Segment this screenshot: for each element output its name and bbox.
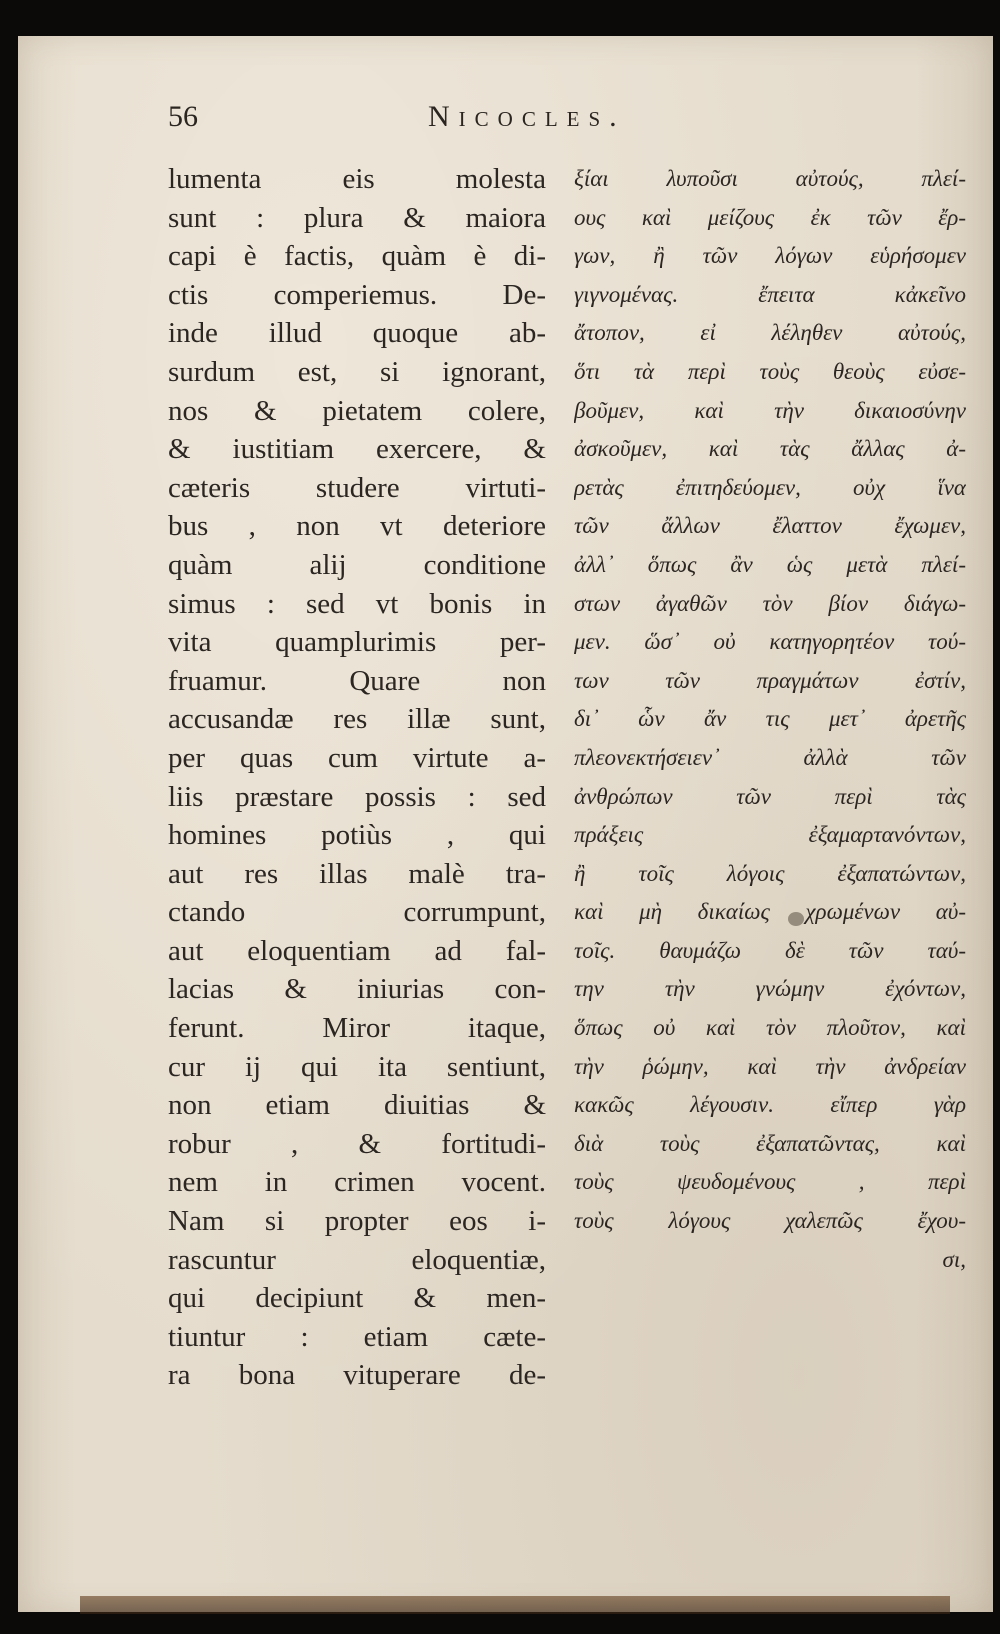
greek-text-line: ἀσκοῦμεν, καὶ τὰς ἄλλας ἀ-	[574, 436, 966, 462]
greek-text-line: των τῶν πραγμάτων ἐστίν,	[574, 667, 966, 693]
latin-text-line: aut res illas malè tra-	[168, 857, 546, 890]
greek-text-line: ἀλλ᾽ ὅπως ἂν ὡς μετὰ πλεί-	[574, 551, 966, 577]
latin-text-line: capi è factis, quàm è di-	[168, 240, 546, 273]
latin-column	[168, 160, 546, 1395]
latin-text-line: surdum est, si ignorant,	[168, 355, 546, 388]
latin-text-line: robur , & fortitudi-	[168, 1127, 546, 1160]
latin-text-line: ferunt. Miror itaque,	[168, 1012, 546, 1045]
latin-text-line: vita quamplurimis per-	[168, 626, 546, 659]
latin-text-line: aut eloquentiam ad fal-	[168, 934, 546, 967]
greek-text-line: ὅπως οὐ καὶ τὸν πλοῦτον, καὶ	[574, 1015, 966, 1041]
greek-text-line: ὅτι τὰ περὶ τοὺς θεοὺς εὐσε-	[574, 358, 966, 384]
latin-text-line: ctando corrumpunt,	[168, 896, 546, 929]
greek-text-line: καὶ μὴ δικαίως χρωμένων αὐ-	[574, 899, 966, 925]
page-header	[168, 100, 948, 144]
greek-text-line: γιγνομένας. ἔπειτα κἀκεῖνο	[574, 281, 966, 307]
latin-text-line: inde illud quoque ab-	[168, 317, 546, 350]
latin-text-line: nem in crimen vocent.	[168, 1166, 546, 1199]
latin-text-line: nos & pietatem colere,	[168, 394, 546, 427]
latin-text-line: & iustitiam exercere, &	[168, 433, 546, 466]
greek-text-line: σι,	[942, 1246, 966, 1272]
greek-text-line: βοῦμεν, καὶ τὴν δικαιοσύνην	[574, 397, 966, 423]
greek-column	[574, 160, 966, 1279]
greek-text-line: διὰ τοὺς ἐξαπατῶντας, καὶ	[574, 1130, 966, 1156]
greek-text-line: τοῖς. θαυμάζω δὲ τῶν ταύ-	[574, 937, 966, 963]
latin-text-line: liis præstare possis : sed	[168, 780, 546, 813]
latin-text-line: per quas cum virtute a-	[168, 741, 546, 774]
latin-text-line: accusandæ res illæ sunt,	[168, 703, 546, 736]
greek-text-line: την τὴν γνώμην ἐχόντων,	[574, 976, 966, 1002]
latin-text-line: lacias & iniurias con-	[168, 973, 546, 1006]
latin-text-line: cur ij qui ita sentiunt,	[168, 1050, 546, 1083]
greek-text-line: στων ἀγαθῶν τὸν βίον διάγω-	[574, 590, 966, 616]
greek-text-line: κακῶς λέγουσιν. εἴπερ γὰρ	[574, 1092, 966, 1118]
latin-text-line: tiuntur : etiam cæte-	[168, 1320, 546, 1353]
latin-text-line: ra bona vituperare de-	[168, 1359, 546, 1392]
page-number: 56	[168, 100, 198, 133]
greek-text-line: τῶν ἄλλων ἔλαττον ἔχωμεν,	[574, 513, 966, 539]
page-edge	[80, 1596, 950, 1614]
running-head: Nicocles.	[428, 100, 626, 133]
greek-text-line: ξίαι λυποῦσι αὐτούς, πλεί-	[574, 166, 966, 191]
latin-text-line: homines potiùs , qui	[168, 819, 546, 852]
greek-text-line: τοὺς ψευδομένους , περὶ	[574, 1169, 966, 1195]
latin-text-line: ctis comperiemus. De-	[168, 278, 546, 311]
greek-text-line: ἀνθρώπων τῶν περὶ τὰς	[574, 783, 966, 809]
greek-text-line: τοὺς λόγους χαλεπῶς ἔχου-	[574, 1208, 966, 1234]
greek-text-line: τὴν ῥώμην, καὶ τὴν ἀνδρείαν	[574, 1053, 966, 1079]
greek-text-line: ρετὰς ἐπιτηδεύομεν, οὐχ ἵνα	[574, 474, 966, 500]
latin-text-line: quàm alij conditione	[168, 548, 546, 581]
latin-text-line: bus , non vt deteriore	[168, 510, 546, 543]
greek-text-line: γων, ἢ τῶν λόγων εὑρήσομεν	[574, 243, 966, 269]
latin-text-line: sunt : plura & maiora	[168, 201, 546, 234]
greek-text-line: μεν. ὥσ᾽ οὐ κατηγορητέον τού-	[574, 629, 966, 655]
latin-text-line: simus : sed vt bonis in	[168, 587, 546, 620]
latin-text-line: non etiam diuitias &	[168, 1089, 546, 1122]
latin-text-line: qui decipiunt & men-	[168, 1282, 546, 1315]
latin-text-line: Nam si propter eos i-	[168, 1205, 546, 1238]
greek-text-line: ους καὶ μείζους ἐκ τῶν ἔρ-	[574, 204, 966, 230]
greek-text-line: δι᾽ ὧν ἄν τις μετ᾽ ἀρετῆς	[574, 706, 966, 732]
greek-text-line: πράξεις ἐξαμαρτανόντων,	[574, 822, 966, 848]
latin-text-line: rascuntur eloquentiæ,	[168, 1243, 546, 1276]
greek-text-line: ἢ τοῖς λόγοις ἐξαπατώντων,	[574, 860, 966, 886]
greek-text-line: πλεονεκτήσειεν᾽ ἀλλὰ τῶν	[574, 744, 966, 770]
latin-text-line: fruamur. Quare non	[168, 664, 546, 697]
latin-text-line: lumenta eis molesta	[168, 163, 546, 195]
greek-text-line: ἄτοπον, εἰ λέληθεν αὐτούς,	[574, 320, 966, 346]
latin-text-line: cæteris studere virtuti-	[168, 471, 546, 504]
